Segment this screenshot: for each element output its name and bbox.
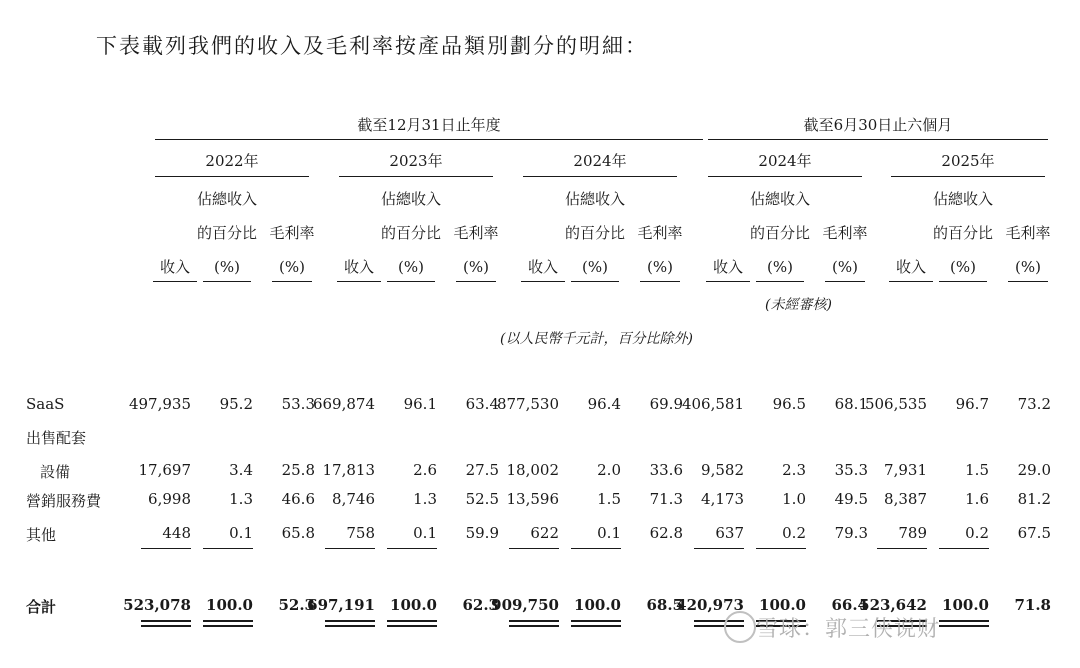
row-label: 其他 (26, 526, 57, 544)
table-cell: 7,931 (884, 461, 927, 479)
table-cell: 0.1 (413, 524, 437, 542)
table-cell: 406,581 (681, 395, 744, 413)
col-revenue-rule (337, 281, 381, 282)
col-margin-line2: (%) (1015, 258, 1041, 276)
table-cell: 100.0 (574, 596, 621, 614)
table-cell: 79.3 (834, 524, 868, 542)
col-margin-line2: (%) (279, 258, 305, 276)
subtotal-rule (509, 548, 559, 549)
table-cell: 448 (162, 524, 191, 542)
table-cell: 697,191 (307, 596, 375, 614)
subtotal-rule (387, 548, 437, 549)
subtotal-rule (141, 548, 191, 549)
table-cell: 0.2 (965, 524, 989, 542)
col-margin-rule (825, 281, 865, 282)
col-margin-line1: 毛利率 (637, 224, 683, 242)
table-cell: 96.5 (772, 395, 806, 413)
row-label: 合計 (26, 598, 57, 616)
table-cell: 2.3 (782, 461, 806, 479)
table-cell: 62.3 (462, 596, 499, 614)
col-margin-line1: 毛利率 (269, 224, 315, 242)
col-revenue-rule (889, 281, 933, 282)
table-cell: 100.0 (206, 596, 253, 614)
period-header: 2024年 (573, 152, 627, 170)
table-cell: 1.3 (229, 490, 253, 508)
group-header-six-month: 截至6月30日止六個月 (803, 116, 953, 134)
table-cell: 71.3 (649, 490, 683, 508)
table-cell: 68.5 (646, 596, 683, 614)
row-label: 營銷服務費 (26, 492, 102, 510)
table-cell: 100.0 (390, 596, 437, 614)
table-cell: 96.1 (403, 395, 437, 413)
col-pct-line3: (%) (950, 258, 976, 276)
table-cell: 506,535 (864, 395, 927, 413)
table-cell: 1.5 (965, 461, 989, 479)
table-cell: 909,750 (491, 596, 559, 614)
col-pct-line2: 的百分比 (196, 224, 257, 242)
table-cell: 622 (530, 524, 559, 542)
total-double-rule (939, 620, 989, 627)
table-cell: 100.0 (759, 596, 806, 614)
table-cell: 73.2 (1017, 395, 1051, 413)
intro-text: 下表載列我們的收入及毛利率按產品類別劃分的明細： (96, 34, 648, 58)
col-margin-rule (272, 281, 312, 282)
col-pct-rule (939, 281, 987, 282)
period-rule (523, 176, 677, 177)
table-cell: 35.3 (834, 461, 868, 479)
table-cell: 0.1 (597, 524, 621, 542)
col-pct-line2: 的百分比 (380, 224, 441, 242)
col-pct-rule (203, 281, 251, 282)
table-cell: 96.7 (955, 395, 989, 413)
col-margin-line1: 毛利率 (822, 224, 868, 242)
watermark-logo-icon (724, 611, 756, 643)
col-pct-line2: 的百分比 (749, 224, 810, 242)
table-cell: 6,998 (148, 490, 191, 508)
table-cell: 33.6 (649, 461, 683, 479)
period-header: 2023年 (389, 152, 443, 170)
table-cell: 67.5 (1017, 524, 1051, 542)
row-label: SaaS (26, 395, 65, 413)
col-pct-line1: 佔總收入 (196, 190, 257, 208)
col-pct-line3: (%) (214, 258, 240, 276)
table-cell: 420,973 (676, 596, 744, 614)
watermark: 雪球：郭三侠说财 (756, 617, 941, 642)
table-cell: 71.8 (1014, 596, 1051, 614)
table-cell: 46.6 (281, 490, 315, 508)
table-cell: 1.6 (965, 490, 989, 508)
table-cell: 68.1 (834, 395, 868, 413)
period-rule (891, 176, 1045, 177)
table-cell: 497,935 (128, 395, 191, 413)
table-cell: 13,596 (506, 490, 559, 508)
col-pct-line1: 佔總收入 (932, 190, 993, 208)
group-header-year-end: 截至12月31日止年度 (357, 116, 501, 134)
table-cell: 62.8 (649, 524, 683, 542)
subtotal-rule (877, 548, 927, 549)
col-revenue: 收入 (343, 258, 374, 276)
total-double-rule (325, 620, 375, 627)
table-cell: 63.4 (465, 395, 499, 413)
table-cell: 758 (346, 524, 375, 542)
period-rule (339, 176, 493, 177)
total-double-rule (571, 620, 621, 627)
table-cell: 29.0 (1017, 461, 1051, 479)
table-cell: 2.6 (413, 461, 437, 479)
table-cell: 0.1 (229, 524, 253, 542)
table-cell: 53.3 (281, 395, 315, 413)
table-cell: 25.8 (281, 461, 315, 479)
subtotal-rule (694, 548, 744, 549)
group-rule-six-month (708, 139, 1048, 140)
col-revenue: 收入 (159, 258, 190, 276)
table-cell: 17,813 (322, 461, 375, 479)
subtotal-rule (203, 548, 253, 549)
col-pct-rule (387, 281, 435, 282)
table-cell: 789 (898, 524, 927, 542)
subtotal-rule (325, 548, 375, 549)
table-cell: 523,078 (123, 596, 191, 614)
subtotal-rule (571, 548, 621, 549)
table-cell: 49.5 (834, 490, 868, 508)
col-margin-rule (456, 281, 496, 282)
table-cell: 17,697 (138, 461, 191, 479)
unaudited-note: (未經審核) (765, 297, 832, 313)
col-pct-line3: (%) (582, 258, 608, 276)
table-cell: 65.8 (281, 524, 315, 542)
table-cell: 96.4 (587, 395, 621, 413)
table-cell: 523,642 (859, 596, 927, 614)
col-revenue: 收入 (712, 258, 743, 276)
col-pct-rule (756, 281, 804, 282)
col-pct-line3: (%) (398, 258, 424, 276)
table-cell: 637 (715, 524, 744, 542)
col-pct-line3: (%) (767, 258, 793, 276)
col-pct-line1: 佔總收入 (564, 190, 625, 208)
col-revenue-rule (153, 281, 197, 282)
table-cell: 52.3 (278, 596, 315, 614)
table-cell: 3.4 (229, 461, 253, 479)
table-cell: 52.5 (465, 490, 499, 508)
period-rule (708, 176, 862, 177)
table-cell: 59.9 (465, 524, 499, 542)
col-margin-rule (1008, 281, 1048, 282)
table-cell: 1.5 (597, 490, 621, 508)
col-pct-line1: 佔總收入 (749, 190, 810, 208)
col-pct-rule (571, 281, 619, 282)
subtotal-rule (939, 548, 989, 549)
col-margin-rule (640, 281, 680, 282)
table-cell: 2.0 (597, 461, 621, 479)
table-cell: 1.3 (413, 490, 437, 508)
table-cell: 81.2 (1017, 490, 1051, 508)
total-double-rule (387, 620, 437, 627)
col-margin-line1: 毛利率 (1005, 224, 1051, 242)
currency-note: (以人民幣千元計，百分比除外) (500, 331, 693, 347)
subtotal-rule (756, 548, 806, 549)
col-margin-line1: 毛利率 (453, 224, 499, 242)
table-cell: 69.9 (649, 395, 683, 413)
col-pct-line2: 的百分比 (932, 224, 993, 242)
table-cell: 8,746 (332, 490, 375, 508)
total-double-rule (509, 620, 559, 627)
table-cell: 4,173 (701, 490, 744, 508)
table-cell: 18,002 (506, 461, 559, 479)
col-margin-line2: (%) (463, 258, 489, 276)
table-cell: 669,874 (312, 395, 375, 413)
col-revenue: 收入 (895, 258, 926, 276)
col-revenue-rule (706, 281, 750, 282)
period-header: 2022年 (205, 152, 259, 170)
table-cell: 8,387 (884, 490, 927, 508)
col-margin-line2: (%) (832, 258, 858, 276)
col-revenue: 收入 (527, 258, 558, 276)
table-cell: 1.0 (782, 490, 806, 508)
table-cell: 95.2 (219, 395, 253, 413)
col-pct-line2: 的百分比 (564, 224, 625, 242)
period-rule (155, 176, 309, 177)
row-label-cont: 設備 (40, 463, 71, 481)
period-header: 2024年 (758, 152, 812, 170)
col-revenue-rule (521, 281, 565, 282)
table-cell: 0.2 (782, 524, 806, 542)
group-rule-year-end (155, 139, 703, 140)
table-cell: 100.0 (942, 596, 989, 614)
table-cell: 9,582 (701, 461, 744, 479)
total-double-rule (141, 620, 191, 627)
row-label: 出售配套 (26, 429, 87, 447)
period-header: 2025年 (941, 152, 995, 170)
table-cell: 66.4 (831, 596, 868, 614)
col-margin-line2: (%) (647, 258, 673, 276)
table-cell: 27.5 (465, 461, 499, 479)
table-cell: 877,530 (496, 395, 559, 413)
col-pct-line1: 佔總收入 (380, 190, 441, 208)
total-double-rule (203, 620, 253, 627)
